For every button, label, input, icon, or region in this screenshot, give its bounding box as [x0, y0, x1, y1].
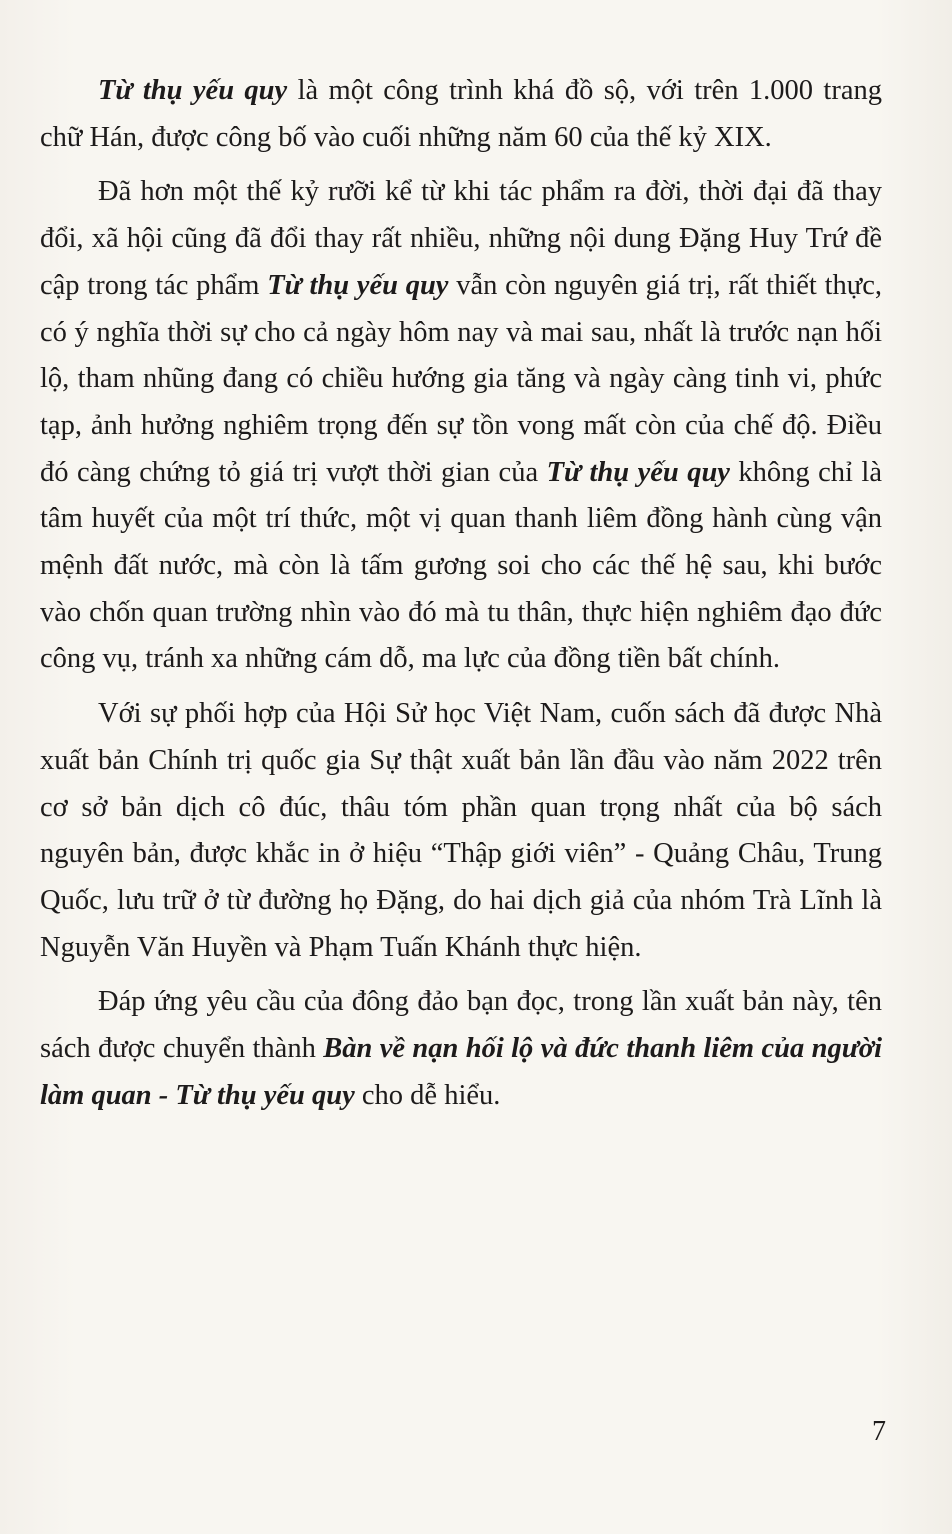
text-segment: cho dễ hiểu.	[354, 1079, 501, 1111]
text-segment: Từ thụ yếu quy	[98, 75, 288, 106]
text-segment: là một công trình khá đồ sộ, với trên 1.000 trang chữ Hán, được công bố vào cuối những năm 60 của thế kỷ XIX.	[40, 75, 882, 153]
text-segment: Đáp ứng yêu cầu của đông đảo bạn đọc, trong lần xuất bản này, tên sách được chuyển thành	[40, 986, 882, 1065]
paragraph-1	[40, 68, 882, 161]
text-segment: vẫn còn nguyên giá trị, rất thiết thực, có ý nghĩa thời sự cho cả ngày hôm nay và mai sau, nhất là trước nạn hối lộ, tham nhũng đang có chiều hướng gia tăng và ngày càng tinh vi, phức tạp, ảnh hưởng nghiêm trọng đến sự tồn vong mất còn của chế độ. Điều đó càng chứng tỏ giá trị vượt thời gian của	[40, 269, 882, 488]
paragraph-3	[40, 691, 882, 971]
paragraph-4	[40, 979, 882, 1119]
text-segment: không chỉ là tâm huyết của một trí thức, một vị quan thanh liêm đồng hành cùng vận mệnh đất nước, mà còn là tấm gương soi cho các thế hệ sau, khi bước vào chốn quan trường nhìn vào đó mà tu thân, thực hiện nghiêm đạo đức công vụ, tránh xa những cám dỗ, ma lực của đồng tiền bất chính.	[40, 456, 882, 675]
text-segment: Từ thụ yếu quy	[546, 456, 730, 488]
text-segment: Với sự phối hợp của Hội Sử học Việt Nam, cuốn sách đã được Nhà xuất bản Chính trị quốc gia Sự thật xuất bản lần đầu vào năm 2022 trên cơ sở bản dịch cô đúc, thâu tóm phần quan trọng nhất của bộ sách nguyên bản, được khắc in ở hiệu “Thập giới viên” - Quảng Châu, Trung Quốc, lưu trữ ở từ đường họ Đặng, do hai dịch giả của nhóm Trà Lĩnh là Nguyễn Văn Huyền và Phạm Tuấn Khánh thực hiện.	[40, 698, 882, 963]
text-segment: Bàn về nạn hối lộ và đức thanh liêm của người làm quan - Từ thụ yếu quy	[40, 1033, 882, 1111]
body-text	[40, 68, 882, 1127]
text-segment: Đã hơn một thế kỷ rưỡi kể từ khi tác phẩm ra đời, thời đại đã thay đổi, xã hội cũng đã đổi thay rất nhiều, những nội dung Đặng Huy Trứ đề cập trong tác phẩm	[40, 176, 882, 301]
paragraph-2	[40, 169, 882, 683]
page-number: 7	[872, 1416, 886, 1447]
text-segment: Từ thụ yếu quy	[267, 269, 449, 301]
